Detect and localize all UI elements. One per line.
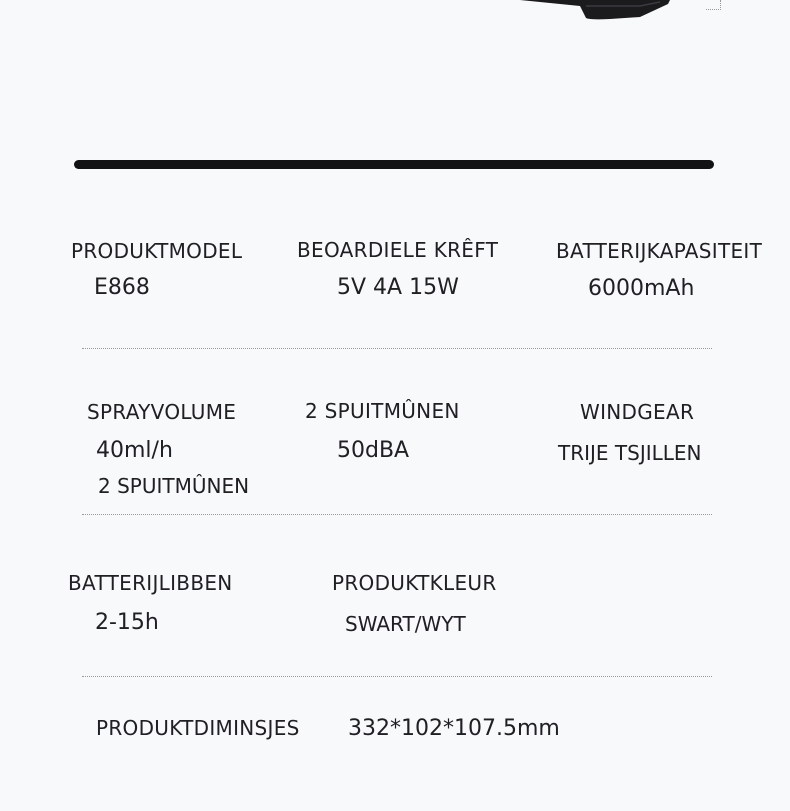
- spec-value-spray: 40ml/h: [96, 438, 173, 463]
- row-divider: [82, 348, 712, 349]
- spec-label-nozzles: 2 SPUITMÛNEN: [305, 399, 460, 423]
- spec-label-wind: WINDGEAR: [580, 400, 695, 424]
- row-divider: [82, 514, 712, 515]
- row-divider: [82, 676, 712, 677]
- spec-label-power: BEOARDIELE KRÊFT: [297, 238, 499, 262]
- spec-value-dimensions: 332*102*107.5mm: [348, 716, 560, 741]
- spec-extra-spray: 2 SPUITMÛNEN: [98, 474, 250, 498]
- spec-value-noise: 50dBA: [337, 438, 410, 463]
- spec-value-battery-life: 2-15h: [95, 610, 159, 635]
- spec-label-color: PRODUKTKLEUR: [332, 571, 497, 595]
- spec-label-battery-life: BATTERIJLIBBEN: [68, 571, 233, 595]
- spec-value-wind: TRIJE TSJILLEN: [558, 441, 702, 465]
- spec-value-color: SWART/WYT: [345, 612, 466, 636]
- spec-value-model: E868: [94, 275, 150, 300]
- spec-value-battery: 6000mAh: [588, 276, 695, 301]
- spec-value-power: 5V 4A 15W: [337, 275, 459, 300]
- product-image-edge: [520, 0, 670, 20]
- spec-label-spray: SPRAYVOLUME: [87, 400, 237, 424]
- spec-label-battery: BATTERIJKAPASITEIT: [556, 239, 763, 263]
- crop-mark: [706, 0, 721, 10]
- spec-label-dimensions: PRODUKTDIMINSJES: [96, 716, 300, 740]
- header-divider: [74, 160, 714, 169]
- spec-label-model: PRODUKTMODEL: [71, 239, 243, 263]
